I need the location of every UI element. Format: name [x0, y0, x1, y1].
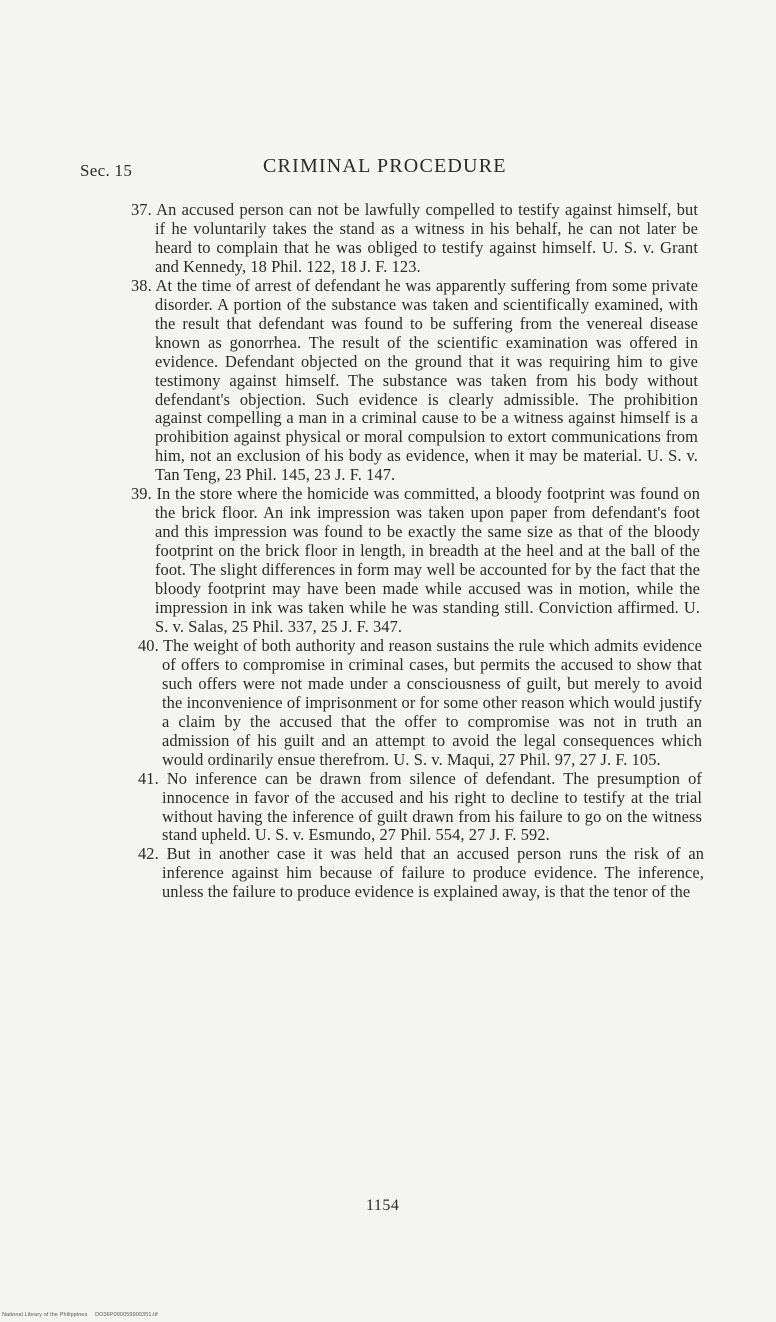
annotation-list — [0, 201, 776, 902]
annotation-text: 37. An accused person can not be lawfully compelled to testify against himself, but if he voluntarily takes the stand as a witness in his behalf, he can not later be heard to complain that he was obliged to testify against himself. U. S. v. Grant and Kennedy, 18 Phil. 122, 18 J. F. 123. — [131, 200, 698, 276]
annotation-40 — [138, 635, 702, 770]
scan-code: DO36P000059900351.tif — [95, 1312, 158, 1318]
library-credit: National Library of the Philippines — [2, 1312, 88, 1318]
page-number: 1154 — [366, 1197, 400, 1214]
annotation-39 — [131, 484, 700, 637]
scan-credit — [2, 1312, 158, 1318]
running-title: CRIMINAL PROCEDURE — [263, 155, 507, 177]
annotation-text: 40. The weight of both authority and reason sustains the rule which admits evidence of offers to compromise in criminal cases, but permits the accused to show that such offers were not made under a consciousness of guilt, but merely to avoid the inconvenience of imprisonment or for some other reason which would justify a claim by the accused that the offer to compromise was not in truth an admission of his guilt and an attempt to avoid the legal consequences which would ordinarily ensue therefrom. U. S. v. Maqui, 27 Phil. 97, 27 J. F. 105. — [138, 635, 702, 769]
annotation-38 — [131, 275, 698, 485]
section-label: Sec. 15 — [80, 161, 133, 180]
annotation-text: 42. But in another case it was held that an accused person runs the risk of an inference against him because of failure to produce evidence. The inference, unless the failure to produce evidence is explained away, is that the tenor of the — [138, 844, 704, 902]
annotation-41 — [138, 768, 702, 846]
page-header — [80, 155, 720, 185]
annotation-text: 39. In the store where the homicide was committed, a bloody footprint was found on the brick floor. An ink impression was taken upon paper from defendant's foot and this impression was found to be exactly the same size as that of the bloody footprint on the brick floor in length, in breadth at the heel and at the ball of the foot. The slight differences in form may well be accounted for by the fact that the bloody footprint may have been made while accused was in motion, while the impression in ink was taken while he was standing still. Conviction affirmed. U. S. v. Salas, 25 Phil. 337, 25 J. F. 347. — [131, 484, 700, 636]
annotation-text: 41. No inference can be drawn from silence of defendant. The presumption of innocence in favor of the accused and his right to decline to testify at the trial without having the inference of guilt drawn from his failure to go on the witness stand upheld. U. S. v. Esmundo, 27 Phil. 554, 27 J. F. 592. — [138, 768, 702, 845]
annotation-text: 38. At the time of arrest of defendant he was apparently suffering from some private disorder. A portion of the substance was taken and scientifically examined, with the result that defendant was found to be suffering from the venereal disease known as gonorrhea. The result of the scientific examination was offered in evidence. Defendant objected on the ground that it was requiring him to give testimony against himself. The substance was taken from his body without defendant's objection. Such evidence is clearly admissible. The prohibition against compelling a man in a criminal cause to be a witness against himself is a prohibition against physical or moral compulsion to extort communications from him, not an exclusion of his body as evidence, when it may be material. U. S. v. Tan Teng, 23 Phil. 145, 23 J. F. 147. — [131, 275, 698, 485]
annotation-37 — [131, 200, 698, 277]
annotation-42 — [138, 844, 704, 902]
